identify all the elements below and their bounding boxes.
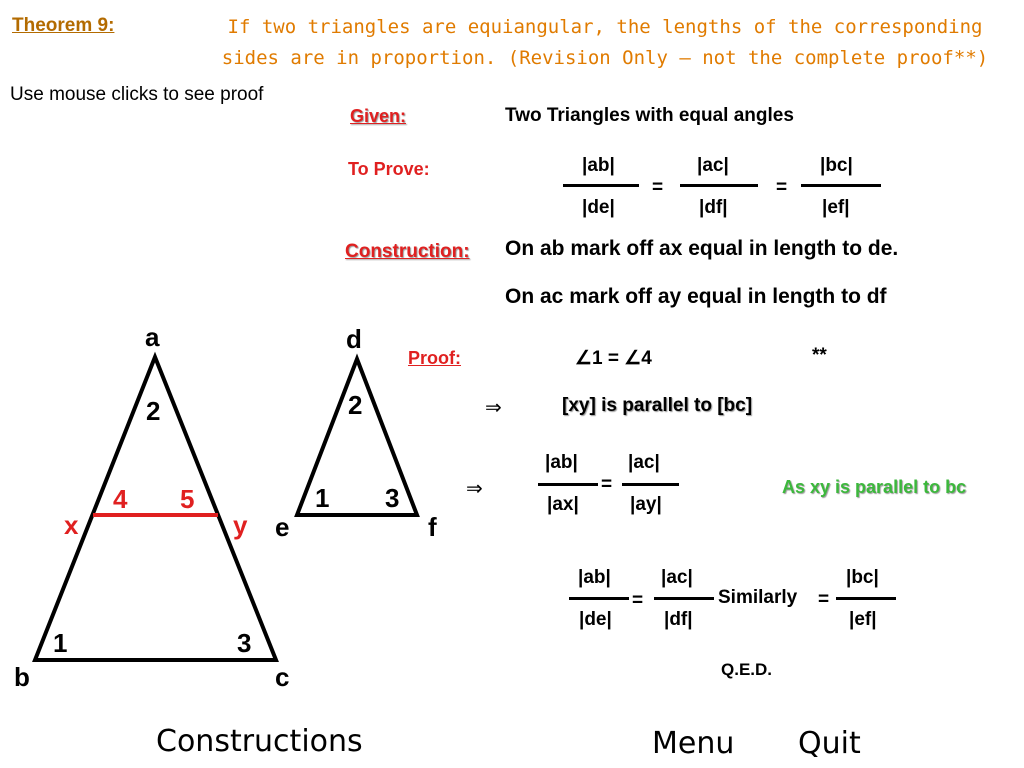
angle-4-label: 4 bbox=[113, 484, 128, 514]
prove-equals-2: = bbox=[776, 177, 788, 198]
final-den-3: |ef| bbox=[849, 609, 877, 630]
vertex-b-label: b bbox=[14, 662, 30, 692]
implies-icon: ⇒ bbox=[485, 397, 502, 419]
vertex-d-label: d bbox=[346, 324, 362, 354]
prove-equals-1: = bbox=[652, 177, 664, 198]
ratio-den-2: |ay| bbox=[630, 494, 662, 515]
angle-5-label: 5 bbox=[180, 484, 195, 514]
prove-num-3: |bc| bbox=[820, 155, 853, 176]
final-den-2: |df| bbox=[664, 609, 693, 630]
final-den-1: |de| bbox=[579, 609, 612, 630]
construction-line-2: On ac mark off ay equal in length to df bbox=[505, 285, 887, 308]
prove-den-2: |df| bbox=[699, 197, 728, 218]
prove-num-1: |ab| bbox=[582, 155, 615, 176]
theorem-label: Theorem 9: bbox=[12, 15, 115, 36]
angle-1-abc: 1 bbox=[53, 628, 68, 658]
prove-num-2: |ac| bbox=[697, 155, 729, 176]
constructions-link[interactable]: Constructions bbox=[156, 724, 363, 759]
quit-link[interactable]: Quit bbox=[798, 726, 861, 761]
angle-3-def: 3 bbox=[385, 483, 400, 513]
angle-1-def: 1 bbox=[315, 483, 330, 513]
final-num-1: |ab| bbox=[578, 567, 611, 588]
given-label: Given: bbox=[350, 106, 407, 126]
given-text: Two Triangles with equal angles bbox=[505, 105, 794, 126]
final-equals-1: = bbox=[632, 590, 644, 611]
angle-2-abc: 2 bbox=[146, 396, 161, 426]
similarly-text: Similarly bbox=[718, 587, 798, 608]
vertex-c-label: c bbox=[275, 662, 290, 692]
final-num-2: |ac| bbox=[661, 567, 693, 588]
prove-den-1: |de| bbox=[582, 197, 615, 218]
angle-3-abc: 3 bbox=[237, 628, 252, 658]
ratio-num-1: |ab| bbox=[545, 452, 578, 473]
menu-link[interactable]: Menu bbox=[652, 726, 735, 761]
theorem-line-1: If two triangles are equiangular, the lengths of the corresponding bbox=[227, 16, 983, 38]
theorem-line-2: sides are in proportion. (Revision Only – not the complete proof**) bbox=[221, 47, 989, 69]
vertex-e-label: e bbox=[275, 512, 290, 542]
vertex-a-label: a bbox=[145, 322, 160, 352]
angle-2-def: 2 bbox=[348, 390, 363, 420]
to-prove-label: To Prove: bbox=[348, 159, 430, 179]
construction-line-1: On ab mark off ax equal in length to de. bbox=[505, 237, 899, 260]
final-num-3: |bc| bbox=[846, 567, 879, 588]
ratio-equals: = bbox=[601, 474, 613, 495]
proof-footnote-stars: ** bbox=[812, 345, 827, 366]
point-x-label: x bbox=[64, 510, 79, 540]
parallel-reason: As xy is parallel to bc bbox=[782, 477, 967, 497]
qed-text: Q.E.D. bbox=[721, 660, 773, 679]
vertex-f-label: f bbox=[428, 512, 437, 542]
proof-angle-statement: ∠1 = ∠4 bbox=[575, 348, 652, 369]
construction-label: Construction: bbox=[345, 241, 470, 262]
ratio-den-1: |ax| bbox=[547, 494, 579, 515]
ratio-num-2: |ac| bbox=[628, 452, 660, 473]
implies-icon: ⇒ bbox=[466, 478, 483, 500]
prove-den-3: |ef| bbox=[822, 197, 850, 218]
point-y-label: y bbox=[233, 510, 248, 540]
instruction-text: Use mouse clicks to see proof bbox=[10, 84, 264, 105]
proof-label: Proof: bbox=[408, 348, 461, 368]
final-equals-2: = bbox=[818, 589, 830, 610]
proof-parallel-statement: [xy] is parallel to [bc] bbox=[562, 395, 753, 416]
